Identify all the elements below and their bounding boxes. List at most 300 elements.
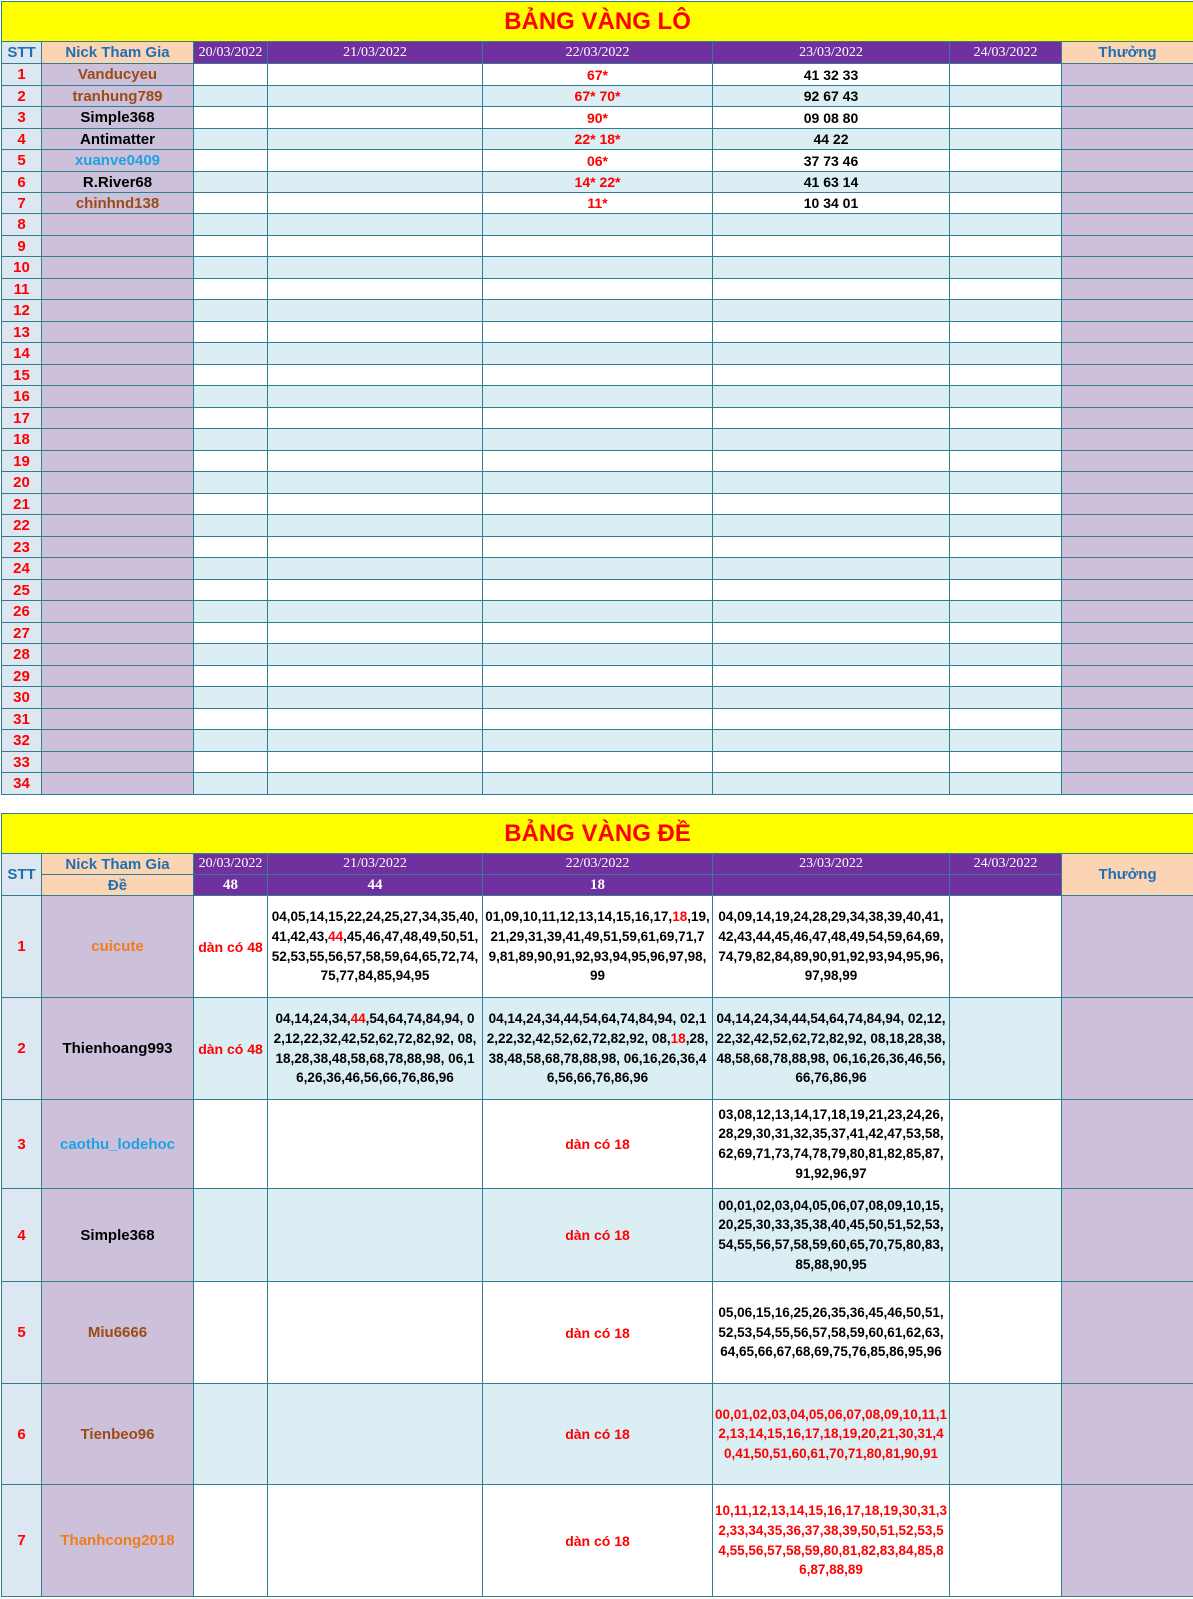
lo-cell xyxy=(268,343,483,365)
lo-prize xyxy=(1062,730,1193,752)
lo-cell xyxy=(483,730,713,752)
lo-cell xyxy=(950,773,1062,795)
lo-nick xyxy=(42,494,194,515)
de-cell-2403 xyxy=(950,1100,1062,1189)
de-stt: 2 xyxy=(2,998,42,1100)
de-nick: Miu6666 xyxy=(42,1282,194,1384)
lo-row xyxy=(2,623,1193,644)
lo-cell xyxy=(713,300,950,322)
lo-cell xyxy=(194,773,268,795)
de-cell-2203 xyxy=(483,998,713,1100)
lo-nick xyxy=(42,472,194,494)
de-cell-2203: dàn có 18 xyxy=(483,1384,713,1485)
lo-nick xyxy=(42,623,194,644)
lo-header-stt: STT xyxy=(2,42,42,64)
de-number-segment: 18 xyxy=(670,1030,686,1046)
lo-prize xyxy=(1062,601,1193,623)
lo-stt: 24 xyxy=(2,558,42,580)
lo-cell xyxy=(483,558,713,580)
lo-cell xyxy=(268,709,483,730)
lo-cell-2403 xyxy=(950,64,1062,86)
lo-stt: 27 xyxy=(2,623,42,644)
lo-cell xyxy=(950,644,1062,666)
lo-cell-2103 xyxy=(268,86,483,107)
de-table xyxy=(1,813,1193,1597)
lo-cell xyxy=(713,451,950,472)
de-cell-2103 xyxy=(268,1282,483,1384)
lo-stt: 7 xyxy=(2,193,42,214)
lo-cell xyxy=(713,279,950,300)
lo-cell xyxy=(268,257,483,279)
lo-row xyxy=(2,687,1193,709)
lo-row xyxy=(2,537,1193,558)
lo-nick xyxy=(42,773,194,795)
de-result xyxy=(950,875,1062,896)
de-prize xyxy=(1062,1282,1193,1384)
de-title: BẢNG VÀNG ĐỀ xyxy=(2,814,1193,854)
lo-cell xyxy=(194,429,268,451)
lo-cell xyxy=(194,279,268,300)
lo-cell xyxy=(950,623,1062,644)
lo-cell xyxy=(950,279,1062,300)
lo-nick xyxy=(42,451,194,472)
lo-cell xyxy=(713,322,950,343)
lo-nick xyxy=(42,343,194,365)
de-stt: 1 xyxy=(2,896,42,998)
lo-row xyxy=(2,709,1193,730)
lo-cell xyxy=(268,623,483,644)
lo-cell-2003 xyxy=(194,150,268,172)
de-row xyxy=(2,1282,1193,1384)
lo-cell-2203: 90* xyxy=(483,107,713,129)
de-number-segment: 44 xyxy=(350,1011,366,1027)
lo-cell-2003 xyxy=(194,172,268,193)
lo-cell xyxy=(950,214,1062,236)
lo-stt: 20 xyxy=(2,472,42,494)
de-result: 48 xyxy=(194,875,268,896)
de-cell-2203 xyxy=(483,896,713,998)
lo-row xyxy=(2,236,1193,257)
de-stt: 4 xyxy=(2,1189,42,1282)
de-stt: 3 xyxy=(2,1100,42,1189)
lo-prize xyxy=(1062,429,1193,451)
lo-prize xyxy=(1062,472,1193,494)
lo-cell xyxy=(194,623,268,644)
lo-cell xyxy=(268,236,483,257)
lo-stt: 34 xyxy=(2,773,42,795)
lo-cell xyxy=(268,365,483,386)
de-header-stt: STT xyxy=(2,854,42,896)
lo-prize xyxy=(1062,322,1193,343)
lo-nick xyxy=(42,279,194,300)
lo-nick xyxy=(42,408,194,429)
lo-cell-2103 xyxy=(268,129,483,150)
lo-nick xyxy=(42,322,194,343)
de-cell-2003: dàn có 48 xyxy=(194,896,268,998)
lo-nick xyxy=(42,580,194,601)
lo-row xyxy=(2,214,1193,236)
lo-cell xyxy=(483,773,713,795)
lo-row xyxy=(2,408,1193,429)
lo-row xyxy=(2,451,1193,472)
lo-prize xyxy=(1062,687,1193,709)
lo-cell xyxy=(268,494,483,515)
de-cell-2303 xyxy=(713,1485,950,1597)
lo-header-date: 20/03/2022 xyxy=(194,42,268,64)
lo-row xyxy=(2,601,1193,623)
lo-cell xyxy=(483,666,713,687)
de-cell-2303 xyxy=(713,1100,950,1189)
de-cell-2103 xyxy=(268,1485,483,1597)
lo-stt: 22 xyxy=(2,515,42,537)
de-prize xyxy=(1062,896,1193,998)
lo-cell xyxy=(713,623,950,644)
lo-nick xyxy=(42,601,194,623)
de-header-date: 20/03/2022 xyxy=(194,854,268,875)
de-nick: caothu_lodehoc xyxy=(42,1100,194,1189)
de-row xyxy=(2,1384,1193,1485)
de-nick: Thienhoang993 xyxy=(42,998,194,1100)
lo-stt: 10 xyxy=(2,257,42,279)
de-cell-2203: dàn có 18 xyxy=(483,1100,713,1189)
lo-row xyxy=(2,279,1193,300)
lo-prize xyxy=(1062,494,1193,515)
lo-cell xyxy=(483,515,713,537)
lo-cell xyxy=(713,365,950,386)
lo-cell xyxy=(713,687,950,709)
lo-cell xyxy=(483,429,713,451)
lo-nick xyxy=(42,214,194,236)
lo-cell xyxy=(194,687,268,709)
lo-cell xyxy=(950,257,1062,279)
lo-prize xyxy=(1062,86,1193,107)
lo-row xyxy=(2,558,1193,580)
lo-cell xyxy=(713,408,950,429)
lo-stt: 16 xyxy=(2,386,42,408)
lo-prize xyxy=(1062,773,1193,795)
lo-cell-2203: 14* 22* xyxy=(483,172,713,193)
lo-stt: 32 xyxy=(2,730,42,752)
de-row xyxy=(2,1189,1193,1282)
lo-cell xyxy=(483,644,713,666)
lo-cell-2303: 10 34 01 xyxy=(713,193,950,214)
lo-row xyxy=(2,730,1193,752)
lo-cell xyxy=(483,623,713,644)
lo-stt: 12 xyxy=(2,300,42,322)
lo-cell xyxy=(194,386,268,408)
de-stt: 6 xyxy=(2,1384,42,1485)
lo-stt: 31 xyxy=(2,709,42,730)
lo-cell xyxy=(713,257,950,279)
lo-cell xyxy=(950,472,1062,494)
lo-stt: 26 xyxy=(2,601,42,623)
lo-cell-2403 xyxy=(950,86,1062,107)
de-prize xyxy=(1062,998,1193,1100)
lo-cell xyxy=(713,236,950,257)
lo-cell xyxy=(950,666,1062,687)
lo-stt: 5 xyxy=(2,150,42,172)
de-cell-2203: dàn có 18 xyxy=(483,1282,713,1384)
lo-prize xyxy=(1062,300,1193,322)
lo-cell xyxy=(268,644,483,666)
lo-prize xyxy=(1062,343,1193,365)
lo-cell xyxy=(713,494,950,515)
lo-nick xyxy=(42,429,194,451)
de-cell-2303 xyxy=(713,998,950,1100)
lo-cell xyxy=(268,601,483,623)
lo-nick xyxy=(42,300,194,322)
lo-row xyxy=(2,472,1193,494)
lo-stt: 17 xyxy=(2,408,42,429)
lo-cell xyxy=(268,429,483,451)
lo-cell xyxy=(194,365,268,386)
lo-stt: 19 xyxy=(2,451,42,472)
lo-cell xyxy=(483,257,713,279)
lo-cell xyxy=(950,494,1062,515)
lo-cell xyxy=(950,687,1062,709)
lo-cell-2203: 22* 18* xyxy=(483,129,713,150)
lo-cell xyxy=(950,408,1062,429)
lo-cell xyxy=(950,386,1062,408)
de-nick: Thanhcong2018 xyxy=(42,1485,194,1597)
lo-nick xyxy=(42,236,194,257)
de-number-segment: 10,11,12,13,14,15,16,17,18,19,30,31,32,33,34,35,36,37,38,39,50,51,52,53,54,55,56,57,58,59,80,81,82,83,84,85,86,87,88,89 xyxy=(715,1503,947,1578)
lo-row xyxy=(2,322,1193,343)
lo-stt: 30 xyxy=(2,687,42,709)
lo-cell xyxy=(194,666,268,687)
lo-cell xyxy=(483,709,713,730)
lo-cell xyxy=(194,580,268,601)
lo-prize xyxy=(1062,623,1193,644)
lo-prize xyxy=(1062,279,1193,300)
de-header-date: 24/03/2022 xyxy=(950,854,1062,875)
lo-prize xyxy=(1062,666,1193,687)
lo-stt: 15 xyxy=(2,365,42,386)
lo-cell xyxy=(268,580,483,601)
lo-title: BẢNG VÀNG LÔ xyxy=(2,2,1193,42)
lo-nick xyxy=(42,515,194,537)
lo-cell-2003 xyxy=(194,193,268,214)
lo-prize xyxy=(1062,150,1193,172)
de-prize xyxy=(1062,1485,1193,1597)
lo-prize xyxy=(1062,709,1193,730)
lo-cell xyxy=(713,730,950,752)
lo-header-date: 24/03/2022 xyxy=(950,42,1062,64)
de-cell-2103 xyxy=(268,896,483,998)
lo-cell xyxy=(268,666,483,687)
lo-cell xyxy=(194,300,268,322)
lo-nick xyxy=(42,687,194,709)
lo-cell xyxy=(194,558,268,580)
lo-header-date: 22/03/2022 xyxy=(483,42,713,64)
lo-table xyxy=(1,1,1193,795)
lo-cell xyxy=(950,300,1062,322)
lo-nick xyxy=(42,752,194,773)
lo-cell xyxy=(194,322,268,343)
de-cell-2303 xyxy=(713,896,950,998)
lo-cell xyxy=(268,752,483,773)
lo-nick: Vanducyeu xyxy=(42,64,194,86)
lo-cell xyxy=(713,214,950,236)
lo-cell xyxy=(950,515,1062,537)
lo-row xyxy=(2,300,1193,322)
lo-cell xyxy=(194,214,268,236)
de-cell-2003 xyxy=(194,1282,268,1384)
lo-nick xyxy=(42,558,194,580)
de-result xyxy=(713,875,950,896)
lo-cell-2403 xyxy=(950,107,1062,129)
lo-row xyxy=(2,172,1193,193)
lo-cell xyxy=(713,752,950,773)
lo-cell xyxy=(194,451,268,472)
de-header-nick-sub: Đề xyxy=(42,875,194,896)
de-header-nick: Nick Tham Gia xyxy=(42,854,194,875)
lo-cell-2103 xyxy=(268,172,483,193)
lo-cell xyxy=(268,515,483,537)
lo-cell xyxy=(194,515,268,537)
lo-cell xyxy=(713,472,950,494)
lo-prize xyxy=(1062,408,1193,429)
lo-cell xyxy=(950,558,1062,580)
de-cell-2103 xyxy=(268,1189,483,1282)
de-prize xyxy=(1062,1189,1193,1282)
lo-prize xyxy=(1062,515,1193,537)
lo-row xyxy=(2,644,1193,666)
lo-prize xyxy=(1062,236,1193,257)
lo-row xyxy=(2,257,1193,279)
lo-cell xyxy=(194,601,268,623)
lo-prize xyxy=(1062,386,1193,408)
lo-cell xyxy=(268,408,483,429)
lo-cell xyxy=(483,236,713,257)
de-number-segment: 04,14,24,34, xyxy=(275,1011,351,1027)
lo-cell-2403 xyxy=(950,129,1062,150)
lo-row xyxy=(2,494,1193,515)
lo-cell-2103 xyxy=(268,193,483,214)
lo-cell xyxy=(194,236,268,257)
de-cell-2203: dàn có 18 xyxy=(483,1485,713,1597)
lo-nick xyxy=(42,365,194,386)
lo-cell xyxy=(483,214,713,236)
lo-cell-2403 xyxy=(950,193,1062,214)
lo-cell-2103 xyxy=(268,64,483,86)
lo-row xyxy=(2,64,1193,86)
de-cell-2103 xyxy=(268,1100,483,1189)
lo-cell-2003 xyxy=(194,107,268,129)
lo-cell-2403 xyxy=(950,150,1062,172)
lo-header-date: 21/03/2022 xyxy=(268,42,483,64)
lo-cell-2003 xyxy=(194,64,268,86)
lo-row xyxy=(2,752,1193,773)
lo-cell-2303: 41 63 14 xyxy=(713,172,950,193)
de-result: 18 xyxy=(483,875,713,896)
lo-prize xyxy=(1062,580,1193,601)
lo-cell-2003 xyxy=(194,129,268,150)
lo-cell xyxy=(713,580,950,601)
lo-cell xyxy=(268,472,483,494)
lo-prize xyxy=(1062,451,1193,472)
de-cell-2303 xyxy=(713,1282,950,1384)
lo-cell-2303: 37 73 46 xyxy=(713,150,950,172)
de-header-date: 23/03/2022 xyxy=(713,854,950,875)
lo-row xyxy=(2,150,1193,172)
lo-row xyxy=(2,365,1193,386)
lo-stt: 21 xyxy=(2,494,42,515)
lo-cell xyxy=(713,386,950,408)
de-prize xyxy=(1062,1100,1193,1189)
lo-prize xyxy=(1062,129,1193,150)
lo-prize xyxy=(1062,64,1193,86)
lo-cell-2303: 09 08 80 xyxy=(713,107,950,129)
de-header-date: 21/03/2022 xyxy=(268,854,483,875)
lo-row xyxy=(2,515,1193,537)
lo-row xyxy=(2,386,1193,408)
lo-cell xyxy=(713,709,950,730)
lo-cell xyxy=(950,236,1062,257)
lo-cell xyxy=(713,666,950,687)
lo-stt: 11 xyxy=(2,279,42,300)
lo-cell xyxy=(950,601,1062,623)
lo-nick xyxy=(42,730,194,752)
lo-cell xyxy=(483,472,713,494)
lo-row xyxy=(2,666,1193,687)
lo-cell xyxy=(194,709,268,730)
de-prize xyxy=(1062,1384,1193,1485)
lo-nick: Antimatter xyxy=(42,129,194,150)
de-cell-2303 xyxy=(713,1189,950,1282)
de-nick: Simple368 xyxy=(42,1189,194,1282)
lo-cell xyxy=(483,279,713,300)
lo-stt: 33 xyxy=(2,752,42,773)
de-cell-2403 xyxy=(950,998,1062,1100)
lo-stt: 6 xyxy=(2,172,42,193)
lo-cell xyxy=(713,429,950,451)
lo-cell-2103 xyxy=(268,150,483,172)
de-cell-2303 xyxy=(713,1384,950,1485)
lo-cell xyxy=(483,386,713,408)
lo-cell xyxy=(713,343,950,365)
lo-stt: 9 xyxy=(2,236,42,257)
lo-cell xyxy=(194,257,268,279)
lo-cell xyxy=(483,343,713,365)
de-cell-2403 xyxy=(950,1384,1062,1485)
de-header-date: 22/03/2022 xyxy=(483,854,713,875)
lo-row xyxy=(2,580,1193,601)
lo-cell xyxy=(483,601,713,623)
lo-cell xyxy=(713,773,950,795)
de-nick: cuicute xyxy=(42,896,194,998)
lo-nick xyxy=(42,257,194,279)
de-cell-2003 xyxy=(194,1100,268,1189)
lo-cell xyxy=(950,429,1062,451)
lo-cell xyxy=(483,300,713,322)
lo-nick: tranhung789 xyxy=(42,86,194,107)
lo-cell xyxy=(268,451,483,472)
de-number-segment: 03,08,12,13,14,17,18,19,21,23,24,26,28,29,30,31,32,35,37,41,42,47,53,58,62,69,71,73,74,78,79,80,81,82,85,87,91,92,96,97 xyxy=(718,1106,944,1181)
lo-cell xyxy=(950,537,1062,558)
de-cell-2003 xyxy=(194,1384,268,1485)
de-number-segment: 01,09,10,11,12,13,14,15,16,17, xyxy=(485,909,673,925)
de-number-segment: 04,09,14,19,24,28,29,34,38,39,40,41,42,43,44,45,46,47,48,49,54,59,64,69,74,79,82,84,89,90,91,92,93,94,95,96,97,98,99 xyxy=(718,909,944,984)
lo-row xyxy=(2,343,1193,365)
de-number-segment: 04,05,14,15,22,24,25,27,34,35,40,41,42,43, xyxy=(271,909,479,944)
de-number-segment: ,45,46,47,48,49,50,51,52,53,55,56,57,58,59,64,65,72,74,75,77,84,85,94,95 xyxy=(271,928,479,984)
de-number-segment: 04,14,24,34,44,54,64,74,84,94, 02,12,22,32,42,52,62,72,82,92, 08,18,28,38,48,58,68,78,88,98, 06,16,26,36,46,56,66,76,86,96 xyxy=(716,1011,946,1086)
lo-cell-2303: 92 67 43 xyxy=(713,86,950,107)
lo-cell xyxy=(950,322,1062,343)
lo-prize xyxy=(1062,365,1193,386)
de-cell-2203: dàn có 18 xyxy=(483,1189,713,1282)
